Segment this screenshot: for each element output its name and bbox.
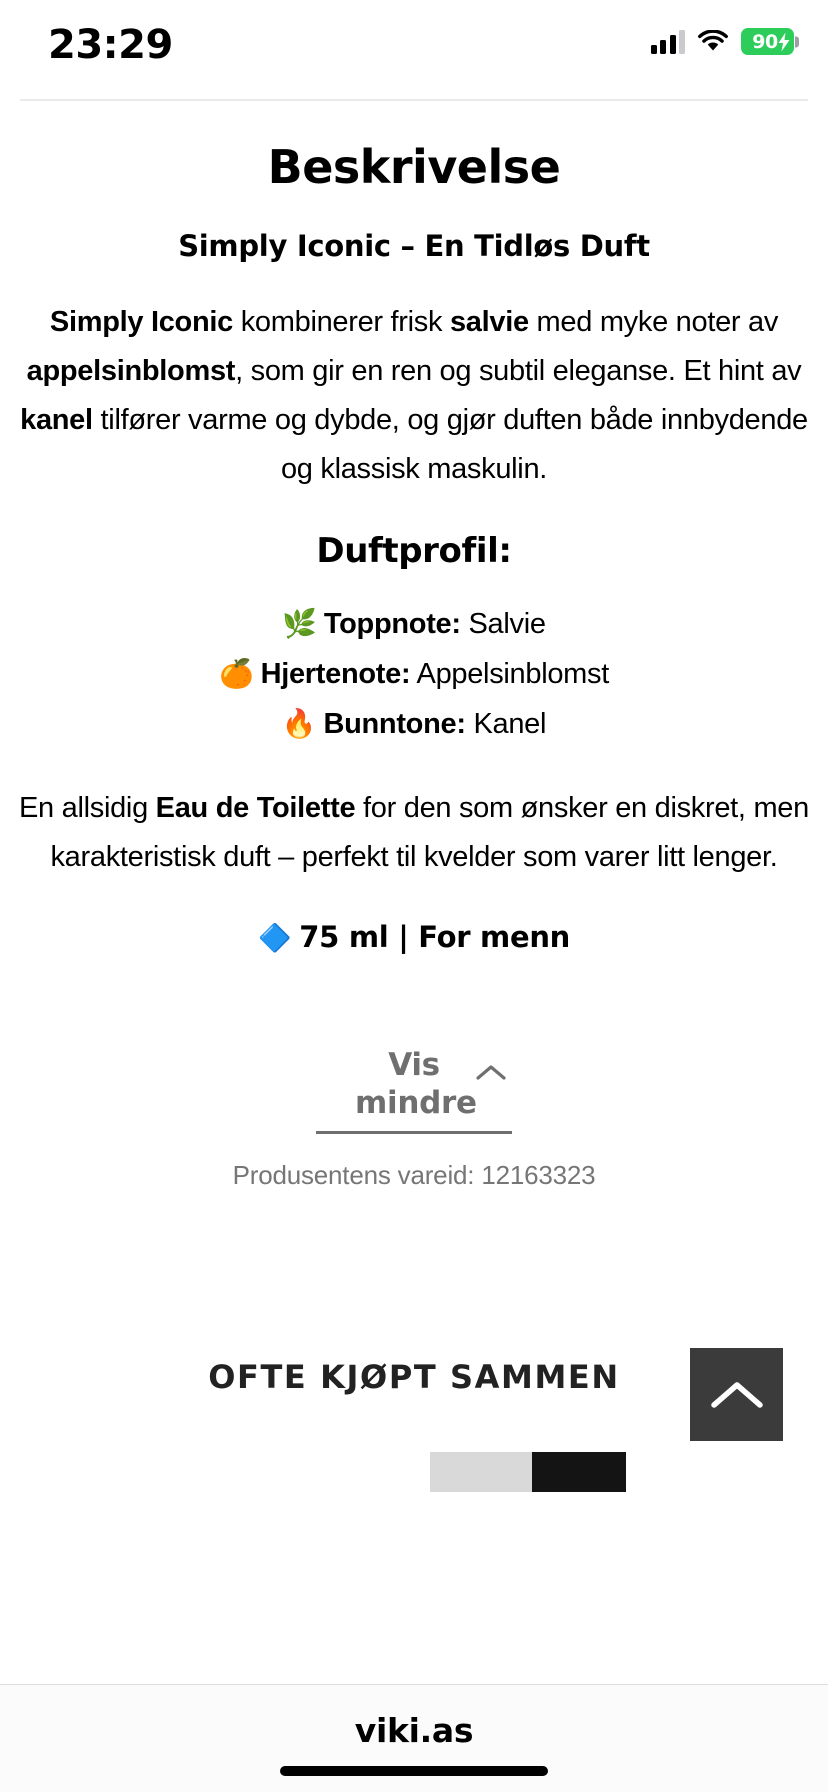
highlight-appelsinblomst: appelsinblomst — [26, 355, 236, 387]
list-item — [0, 649, 828, 699]
wifi-icon — [698, 30, 728, 53]
battery-percent-label: 90 — [752, 30, 778, 53]
highlight-salvie: salvie — [449, 306, 529, 338]
description-paragraph-1 — [0, 298, 828, 494]
tagline-text: 75 ml | For menn — [299, 920, 571, 954]
note-label: Toppnote: — [323, 608, 461, 640]
note-value-text: Appelsinblomst — [416, 658, 609, 690]
description-section — [0, 101, 828, 1396]
related-products-heading: OFTE KJØPT SAMMEN — [208, 1358, 620, 1396]
note-value-text: Salvie — [468, 608, 546, 640]
show-less-wrapper — [0, 1046, 828, 1134]
description-paragraph-2 — [0, 784, 828, 882]
text-fragment: tilfører varme og dybde, og gjør duften både innbydende og klassisk maskulin. — [92, 404, 808, 485]
show-less-label: Vis mindre — [355, 1047, 477, 1121]
page-title: Beskrivelse — [267, 140, 561, 194]
list-item — [0, 599, 828, 649]
battery-cap — [795, 36, 799, 47]
highlight-eau-de-toilette: Eau de Toilette — [155, 792, 356, 824]
charging-bolt-icon — [778, 32, 790, 51]
fragrance-profile-heading: Duftprofil: — [316, 531, 512, 571]
fragrance-notes-list — [0, 599, 828, 749]
text-fragment: med myke noter av — [528, 306, 779, 338]
product-subtitle: Simply Iconic – En Tidløs Duft — [178, 229, 650, 263]
note-label: Hjertenote: — [260, 658, 411, 690]
status-bar-indicators — [651, 28, 795, 55]
url-display[interactable]: viki.as — [354, 1711, 474, 1750]
product-tagline — [0, 920, 828, 954]
chevron-up-icon — [476, 1064, 506, 1082]
herb-icon: 🌿 — [282, 608, 317, 639]
status-bar-clock: 23:29 — [48, 22, 173, 68]
home-indicator[interactable] — [280, 1766, 548, 1776]
note-value — [461, 608, 469, 640]
fire-icon: 🔥 — [281, 708, 317, 739]
blue-diamond-icon: 🔷 — [257, 923, 292, 954]
text-fragment: , som gir en ren og subtil eleganse. Et hint av — [235, 355, 802, 387]
manufacturer-id: Produsentens vareid: 12163323 — [232, 1160, 596, 1190]
list-item — [0, 699, 828, 749]
note-label: Bunntone: — [323, 708, 466, 740]
tangerine-icon: 🍊 — [219, 658, 254, 689]
battery-charging-icon — [741, 28, 794, 55]
highlight-product-name: Simply Iconic — [49, 306, 233, 338]
text-fragment: En allsidig — [19, 792, 156, 824]
cellular-signal-icon — [651, 30, 686, 54]
status-bar — [0, 0, 828, 96]
text-fragment: kombinerer frisk — [232, 306, 450, 338]
scroll-to-top-button[interactable] — [690, 1348, 783, 1441]
thumbnail-dark-area — [532, 1452, 626, 1492]
text-fragment: for den som ønsker en diskret, men karakteristisk duft – perfekt til kvelder som varer litt lenger. — [50, 792, 809, 873]
browser-bottom-bar — [0, 1684, 828, 1792]
show-less-button[interactable] — [316, 1046, 512, 1134]
note-value-text: Kanel — [473, 708, 547, 740]
related-product-thumbnail[interactable] — [430, 1452, 626, 1492]
highlight-kanel: kanel — [20, 404, 93, 436]
chevron-up-icon — [709, 1378, 765, 1412]
